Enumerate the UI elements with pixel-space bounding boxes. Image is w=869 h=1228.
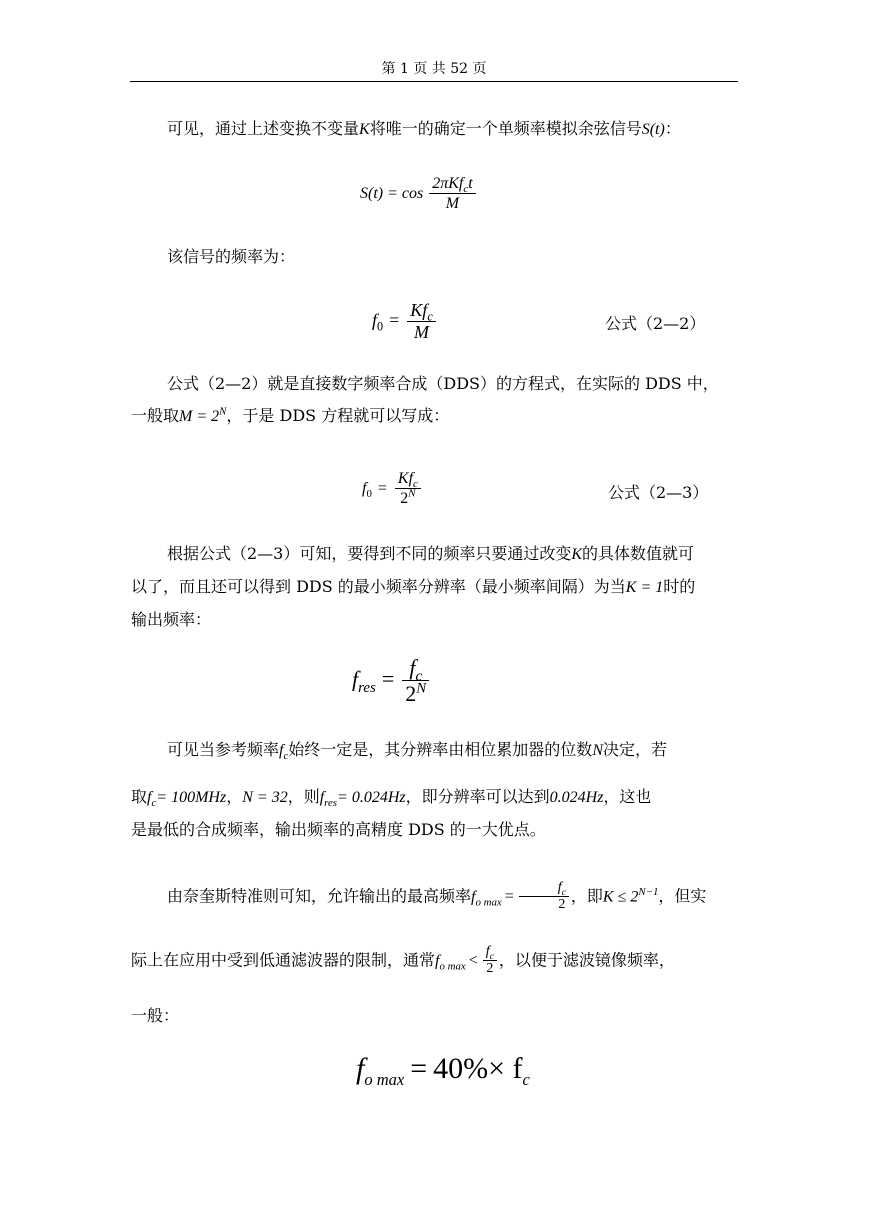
inline-fraction xyxy=(483,944,497,978)
math-m-eq: M = 2 xyxy=(179,408,220,425)
eq2-num: Kf xyxy=(410,300,428,320)
sup-n-1: N−1 xyxy=(638,886,659,899)
text: 可见当参考频率 xyxy=(167,740,280,759)
page-header: 第 1 页 共 52 页 xyxy=(381,61,487,77)
text: 以了，而且还可以得到 DDS 的最小频率分辨率（最小频率间隔）为当 xyxy=(131,577,626,596)
math-fres-val: = 0.024Hz xyxy=(337,789,406,806)
text: 将唯一的确定一个单频率模拟余弦信号 xyxy=(369,119,642,138)
text: ，即分辨率可以达到 xyxy=(405,787,550,806)
text: 输出频率： xyxy=(131,610,212,629)
paragraph-5 xyxy=(131,734,739,846)
math-f: f xyxy=(147,789,152,806)
text: ，于是 DDS 方程就可以写成： xyxy=(226,406,450,425)
sup-n: N xyxy=(219,405,227,418)
eq2-fraction xyxy=(407,300,435,343)
text: 该信号的频率为： xyxy=(167,247,296,266)
frac-f: f xyxy=(557,880,562,895)
frac-f: f xyxy=(485,944,490,959)
eq3-fraction xyxy=(395,470,421,509)
equation-signal xyxy=(360,175,478,214)
eq-sign: = xyxy=(410,1052,428,1085)
line xyxy=(131,781,739,814)
line xyxy=(131,734,739,767)
text: 由奈奎斯特准则可知，允许输出的最高频率 xyxy=(167,886,472,906)
sub-c: c xyxy=(522,1070,530,1089)
sub-0: 0 xyxy=(366,488,372,501)
eq3-f: f xyxy=(362,479,367,497)
math-n-val: N = 32 xyxy=(242,789,288,806)
line xyxy=(131,400,739,433)
text: 始终一定是，其分辨率由相位累加器的位数 xyxy=(288,740,593,759)
text: 一般取 xyxy=(131,406,180,425)
math-k-le: K ≤ 2 xyxy=(602,888,639,906)
sup-n: N xyxy=(408,488,416,501)
math-k: K xyxy=(571,546,583,563)
text: ，即 xyxy=(570,886,603,906)
text: ，但实 xyxy=(658,886,707,906)
eq1-den: M xyxy=(445,195,460,213)
equation-label-2-2: 公式（2—2） xyxy=(605,314,706,333)
text: 取 xyxy=(131,787,148,806)
line xyxy=(131,880,739,920)
equation-fres xyxy=(352,655,431,708)
eq1-num-t: t xyxy=(468,175,473,192)
text: 的具体数值就可 xyxy=(582,544,695,563)
math-f: f xyxy=(279,742,284,759)
math-fc-val: = 100MHz xyxy=(156,789,227,806)
eq1-fraction xyxy=(429,175,475,214)
inline-fraction xyxy=(519,880,569,914)
text: ， xyxy=(226,787,243,806)
text: ，这也 xyxy=(603,787,652,806)
sub-c: c xyxy=(283,750,289,763)
eq-sign: = xyxy=(377,479,387,497)
eq4-num: f xyxy=(409,655,416,680)
sub-c: c xyxy=(463,183,469,196)
eq-sign: = xyxy=(504,888,514,906)
eq-sign: = xyxy=(389,309,400,330)
math-f: f xyxy=(319,789,325,806)
eq4-den: 2 xyxy=(405,681,417,707)
eq3-num: Kf xyxy=(397,470,414,487)
equation-2-3 xyxy=(362,470,423,509)
eq2-f: f xyxy=(372,309,378,330)
math-k: K xyxy=(359,121,370,138)
sub-omax: o max xyxy=(475,896,502,909)
text: ： xyxy=(664,119,681,138)
line xyxy=(131,944,739,984)
eq-sign: = xyxy=(381,666,395,692)
paragraph-4 xyxy=(131,538,739,636)
text: 时的 xyxy=(663,577,696,596)
equation-fomax xyxy=(356,1052,530,1089)
text: ，则 xyxy=(287,787,320,806)
sub-c: c xyxy=(489,951,494,962)
line xyxy=(131,571,739,604)
sub-res: res xyxy=(358,679,376,696)
sub-c: c xyxy=(561,887,566,898)
sub-0: 0 xyxy=(377,319,384,334)
frac-two: 2 xyxy=(486,961,494,977)
frac-two: 2 xyxy=(558,897,566,913)
text: 决定，若 xyxy=(602,740,667,759)
math-res-val: 0.024Hz xyxy=(549,789,604,806)
math-f: f xyxy=(471,888,476,906)
eq5-f: f xyxy=(356,1052,365,1085)
header-rule xyxy=(130,81,738,82)
sub-c: c xyxy=(413,478,418,491)
sub-res: res xyxy=(324,797,338,810)
line xyxy=(131,538,739,571)
eq2-den: M xyxy=(414,321,430,342)
eq1-lhs: S(t) = cos xyxy=(360,184,424,202)
paragraph-1 xyxy=(131,113,739,146)
sub-omax: o max xyxy=(439,960,466,973)
text: 是最低的合成频率，输出频率的高精度 DDS 的一大优点。 xyxy=(131,820,546,839)
eq1-num: 2πKf xyxy=(432,175,464,192)
math-n: N xyxy=(592,742,603,759)
equation-2-2 xyxy=(372,300,438,343)
text: ，以便于滤波镜像频率， xyxy=(498,950,675,970)
eq5-rhs: 40%× f xyxy=(433,1052,523,1085)
paragraph-2 xyxy=(131,241,739,273)
text: 根据公式（2—3）可知，要得到不同的频率只要通过改变 xyxy=(167,544,572,563)
lt-sign: < xyxy=(468,952,478,970)
text: 一般： xyxy=(131,1006,180,1025)
eq3-den: 2 xyxy=(400,490,409,508)
math-f: f xyxy=(435,952,440,970)
text: 际上在应用中受到低通滤波器的限制，通常 xyxy=(131,950,436,970)
eq4-f: f xyxy=(352,666,359,692)
sub-c: c xyxy=(151,797,157,810)
eq4-fraction xyxy=(402,655,429,708)
equation-label-2-3: 公式（2—3） xyxy=(608,483,709,502)
sub-c: c xyxy=(427,309,433,324)
text: 可见，通过上述变换不变量 xyxy=(167,119,360,138)
math-k-eq-1: K = 1 xyxy=(625,579,664,596)
text: 公式（2—2）就是直接数字频率合成（DDS）的方程式，在实际的 DDS 中， xyxy=(167,374,719,393)
sub-omax: o max xyxy=(364,1070,405,1089)
paragraph-6 xyxy=(131,880,739,1026)
sup-n: N xyxy=(416,680,427,697)
math-s-t: S(t) xyxy=(641,121,665,138)
sub-c: c xyxy=(415,668,423,685)
paragraph-3 xyxy=(131,368,739,433)
